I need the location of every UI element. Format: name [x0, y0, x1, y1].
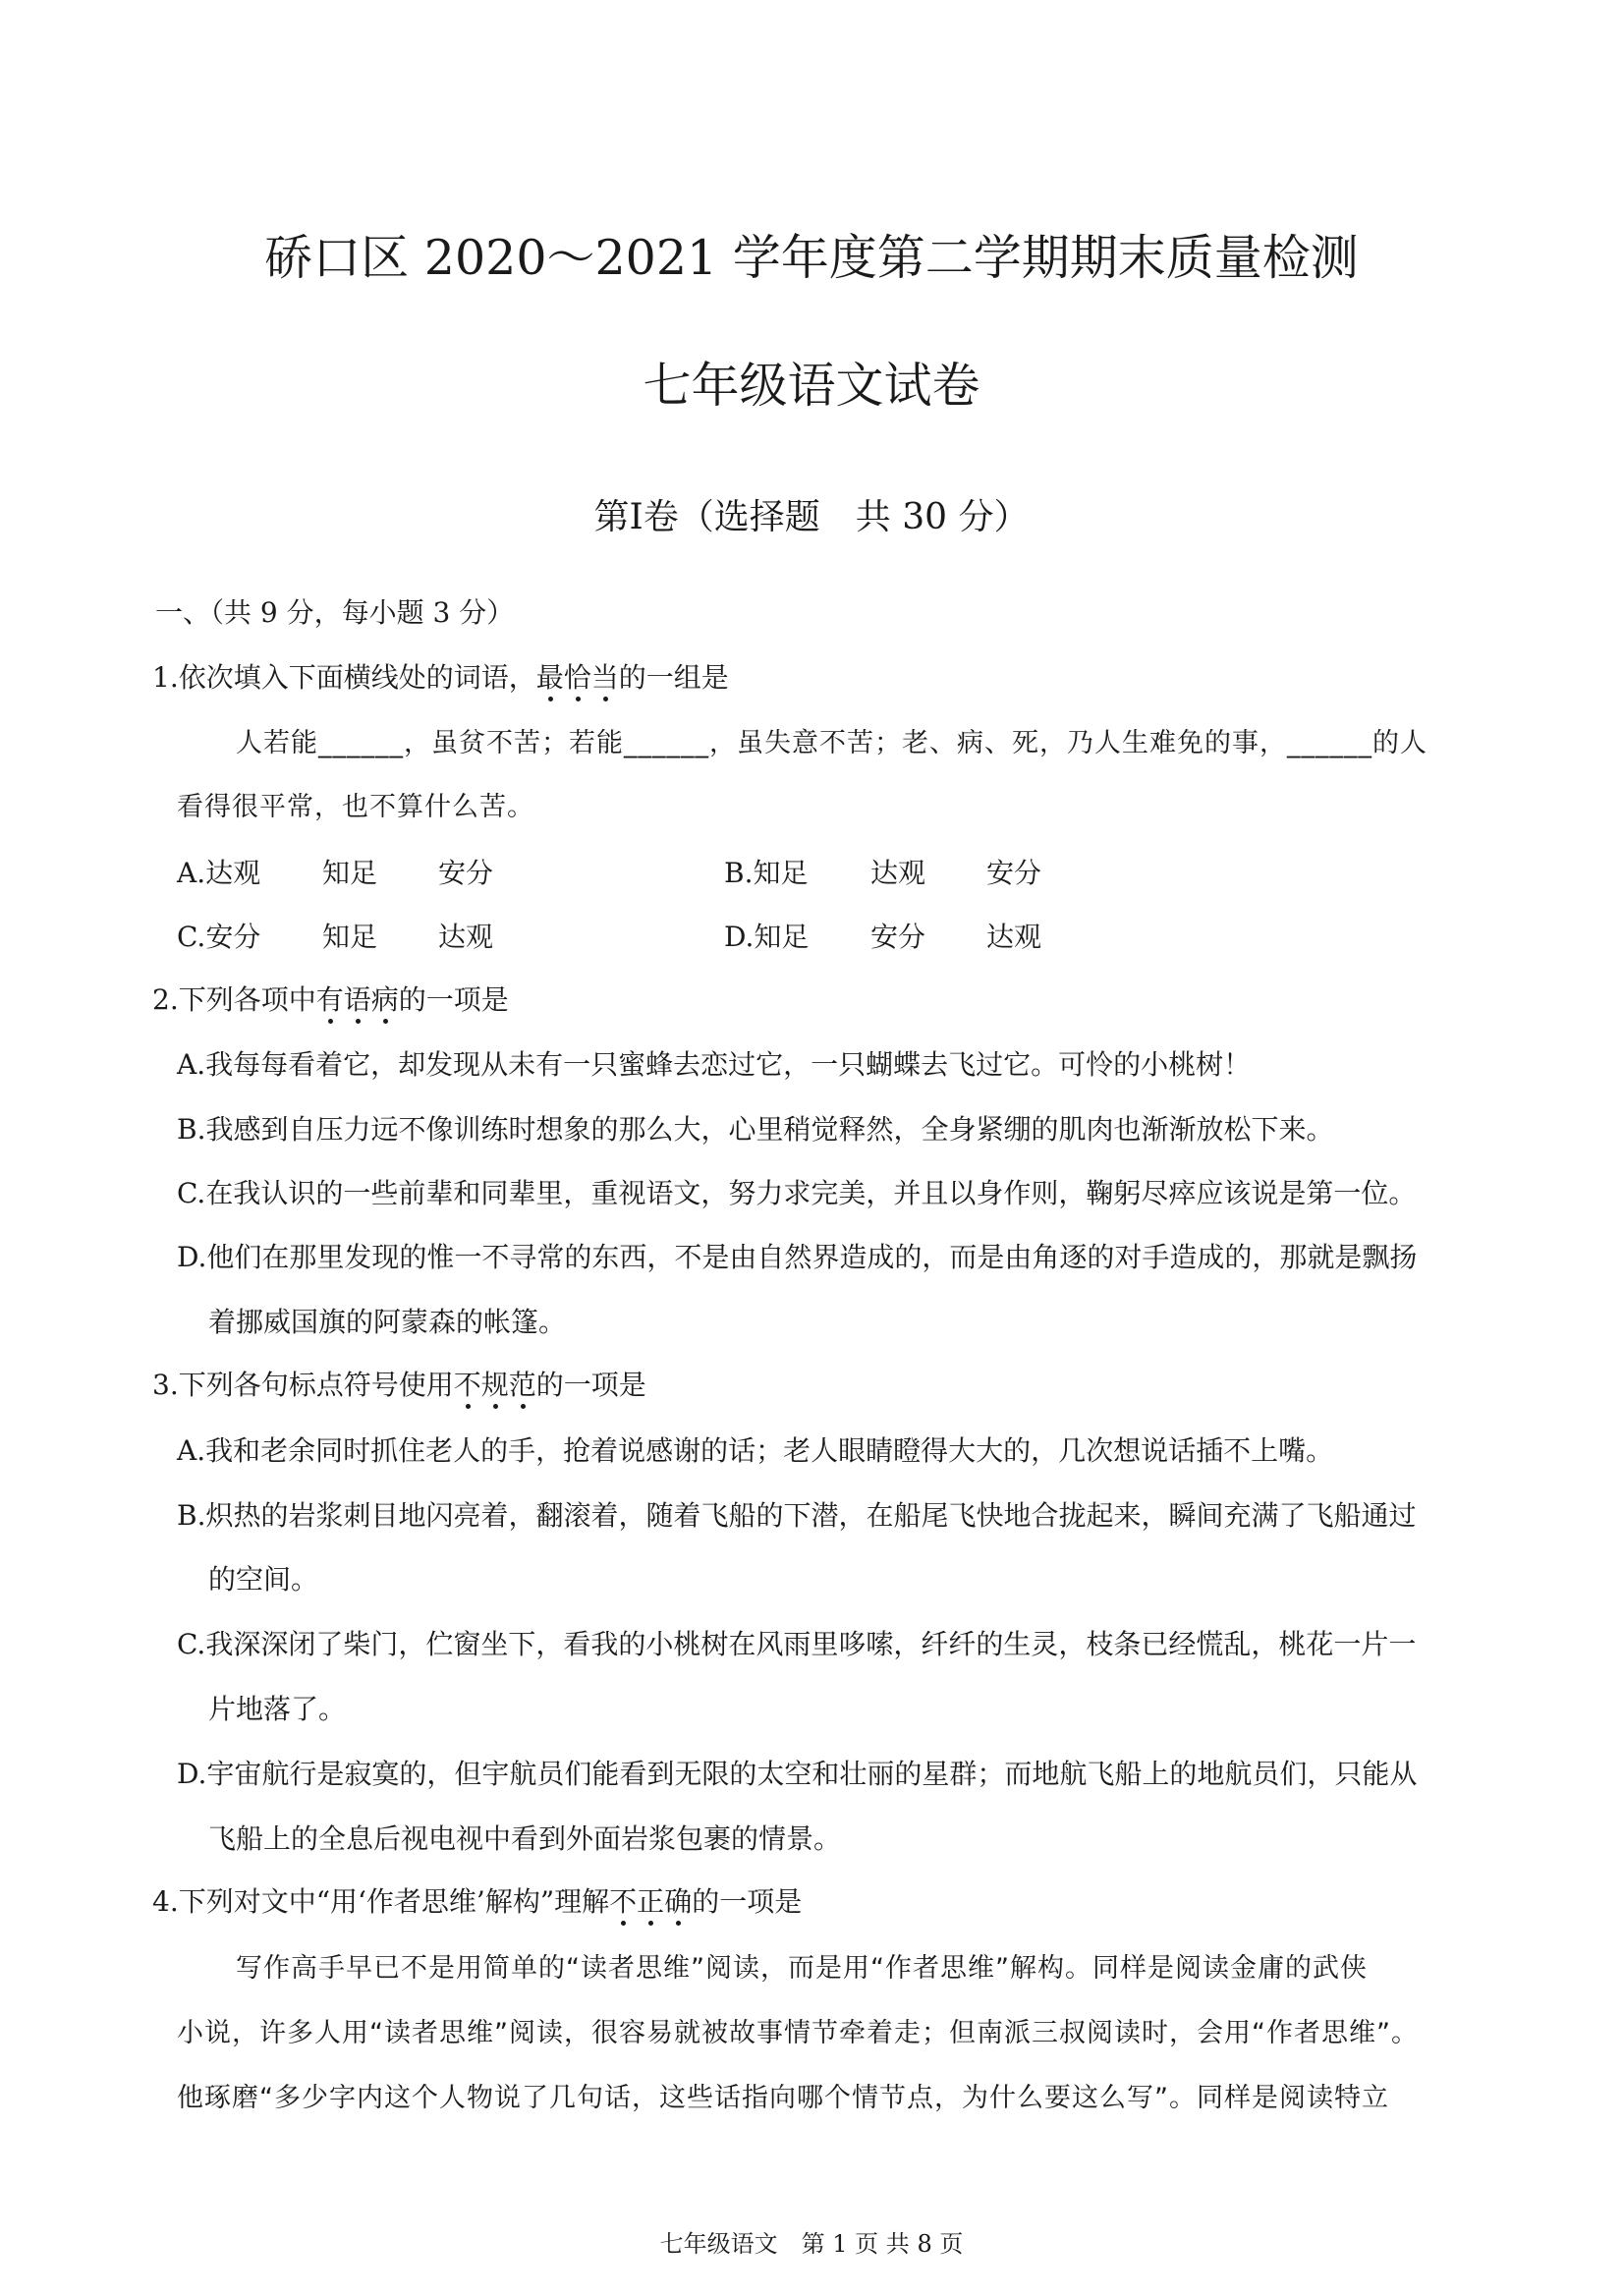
stem-text: 2.下列各项中	[152, 983, 316, 1016]
stem-text: 3.下列各句标点符号使用	[152, 1369, 454, 1401]
option-a-word: 知足	[322, 857, 378, 889]
option-c-word: 达观	[438, 921, 494, 953]
question-4-passage-line: 小说，许多人用“读者思维”阅读，很容易就被故事情节牵着走；但南派三叔阅读时，会用“作者思维”。	[177, 2018, 1419, 2048]
question-2-option-b: B.我感到自压力远不像训练时想象的那么大，心里稍觉释然，全身紧绷的肌肉也渐渐放松下来。	[177, 1113, 1334, 1146]
question-2-stem	[152, 980, 509, 1020]
section-heading: 一、（共 9 分，每小题 3 分）	[155, 596, 515, 629]
question-3-option-a: A.我和老余同时抓住老人的手，抢着说感谢的话；老人眼睛瞪得大大的，几次想说话插不上嘴。	[177, 1434, 1334, 1467]
emphasis-char: 范	[508, 1369, 536, 1401]
question-3-option-b-cont: 的空间。	[208, 1563, 319, 1596]
emphasis-char: 恰	[563, 661, 591, 694]
question-2-option-d-cont: 着挪威国旗的阿蒙森的帐篷。	[208, 1306, 567, 1338]
question-3-option-b: B.炽热的岩浆刺目地闪亮着，翻滚着，随着飞船的下潜，在船尾飞快地合拢起来，瞬间充满了飞船通过	[177, 1499, 1417, 1532]
question-1-passage-line: 人若能______，虽贫不苦；若能______，虽失意不苦；老、病、死，乃人生难免的事，______的人	[236, 728, 1427, 758]
stem-text: 的一项是	[398, 983, 509, 1016]
option-a-word: 安分	[438, 857, 494, 889]
question-1-stem	[152, 658, 729, 698]
option-d-word: 安分	[870, 921, 926, 953]
question-3-option-d: D.宇宙航行是寂寞的，但宇航员们能看到无限的太空和壮丽的星群；而地航飞船上的地航员们，只能从	[177, 1758, 1418, 1790]
option-d-word: 达观	[986, 921, 1042, 953]
question-1-passage-line: 看得很平常，也不算什么苦。	[177, 792, 534, 822]
stem-text: 的一组是	[618, 661, 729, 694]
exam-title: 硚口区 2020～2021 学年度第二学期期末质量检测	[264, 230, 1359, 286]
question-4-passage-line: 他琢磨“多少字内这个人物说了几句话，这些话指向哪个情节点，为什么要这么写”。同样是阅读特立	[177, 2083, 1389, 2113]
option-c: C.安分	[177, 921, 261, 953]
emphasis-char: 当	[590, 661, 619, 694]
question-3-stem	[152, 1366, 646, 1405]
page-footer: 七年级语文 第 1 页 共 8 页	[659, 2230, 964, 2258]
emphasis-char: 语	[343, 983, 371, 1016]
question-2-option-c: C.在我认识的一些前辈和同辈里，重视语文，努力求完美，并且以身作则，鞠躬尽瘁应该说是第一位。	[177, 1177, 1417, 1209]
option-b: B.知足	[724, 857, 809, 889]
question-4-stem	[152, 1882, 802, 1922]
stem-text: 的一项是	[535, 1369, 646, 1401]
option-b-word: 安分	[986, 857, 1042, 889]
option-b-word: 达观	[870, 857, 926, 889]
stem-text: 的一项是	[692, 1885, 803, 1918]
question-3-option-c: C.我深深闭了柴门，伫窗坐下，看我的小桃树在风雨里哆嗦，纤纤的生灵，枝条已经慌乱，桃花一片一	[177, 1628, 1417, 1660]
stem-text: 1.依次填入下面横线处的词语，	[152, 661, 536, 694]
emphasis-char: 不	[609, 1885, 638, 1918]
exam-subtitle: 七年级语文试卷	[643, 358, 980, 414]
question-3-option-d-cont: 飞船上的全息后视电视中看到外面岩浆包裹的情景。	[208, 1822, 842, 1855]
emphasis-char: 正	[637, 1885, 665, 1918]
question-2-option-a: A.我每每看着它，却发现从未有一只蜜蜂去恋过它，一只蝴蝶去飞过它。可怜的小桃树！	[177, 1048, 1252, 1081]
option-a: A.达观	[177, 857, 261, 889]
stem-text: 4.下列对文中“用‘作者思维’解构”理解	[152, 1885, 610, 1918]
option-d: D.知足	[724, 921, 810, 953]
emphasis-char: 不	[453, 1369, 481, 1401]
question-4-passage-line: 写作高手早已不是用简单的“读者思维”阅读，而是用“作者思维”解构。同样是阅读金庸的武侠	[236, 1953, 1368, 1984]
emphasis-char: 病	[370, 983, 399, 1016]
emphasis-char: 规	[480, 1369, 509, 1401]
question-3-option-c-cont: 片地落了。	[208, 1693, 347, 1725]
emphasis-char: 最	[535, 661, 564, 694]
volume-heading: 第Ⅰ卷（选择题 共 30 分）	[593, 497, 1030, 537]
emphasis-char: 有	[315, 983, 344, 1016]
emphasis-char: 确	[664, 1885, 693, 1918]
option-c-word: 知足	[322, 921, 378, 953]
question-2-option-d: D.他们在那里发现的惟一不寻常的东西，不是由自然界造成的，而是由角逐的对手造成的，那就是飘扬	[177, 1241, 1418, 1273]
